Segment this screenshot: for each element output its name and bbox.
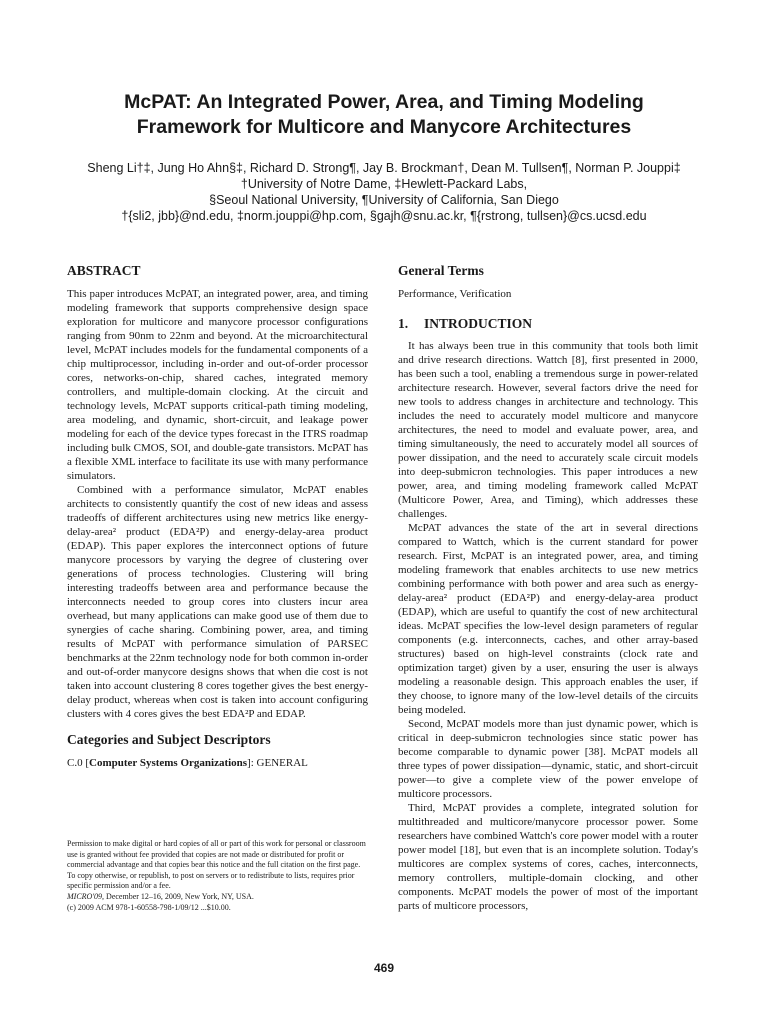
intro-paragraph-2: McPAT advances the state of the art in several directions compared to Wattch, which is the current standard for power research. First, McPAT is an integrated power, area, and timing modeling framework that enables architects to use new metrics combining performance with both power and area such as energy-delay-area² product (EDA²P) and energy-delay-area product (EDAP), which are useful to quantify the cost of new architectural ideas. McPAT specifies the low-level design parameters of regular components (e.g. interconnects, caches, and other array-based structures) based on high-level constraints (clock rate and optimization target) given by a user, ensuring the user is always modeling a reasonable design. This approach enables the user, if they choose, to ignore many of the low-level details of the circuits being modeled. [398, 522, 698, 716]
section-number: 1. [398, 316, 409, 331]
intro-paragraph-4: Third, McPAT provides a complete, integrated solution for multithreaded and multicore/manycore processor power. Some researchers have combined Wattch's core power model with a router power model [18], but even that is an incomplete solution. Today's multicores are complex systems of cores, caches, interconnects, memory controllers, multiple-domain clocking, and other components. McPAT models the power of most of the important parts of multicore processors, [398, 802, 698, 912]
page-number: 469 [373, 961, 395, 975]
introduction-heading [398, 315, 698, 333]
general-terms-heading: General Terms [398, 263, 484, 278]
authors-line: Sheng Li†‡, Jung Ho Ahn§‡, Richard D. Strong¶, Jay B. Brockman†, Dean M. Tullsen¶, Norman P. Jouppi‡ [87, 161, 681, 175]
categories-name: Computer Systems Organizations [89, 757, 248, 769]
categories-code: C.0 [ [67, 757, 89, 769]
categories-suffix: ]: GENERAL [247, 757, 308, 769]
author-block [40, 160, 728, 224]
affiliation-line-2: §Seoul National University, ¶University of California, San Diego [209, 193, 559, 207]
categories-text [67, 756, 368, 770]
venue-name: MICRO'09, [67, 891, 105, 901]
affiliation-line-1: †University of Notre Dame, ‡Hewlett-Packard Labs, [240, 177, 528, 191]
paper-title [40, 90, 728, 140]
left-column [67, 262, 368, 770]
emails-line: †{sli2, jbb}@nd.edu, ‡norm.jouppi@hp.com, §gajh@snu.ac.kr, ¶{rstrong, tullsen}@cs.ucsd.edu [121, 209, 647, 223]
general-terms-text: Performance, Verification [398, 288, 512, 300]
intro-paragraph-3: Second, McPAT models more than just dynamic power, which is critical in deep-submicron technologies since static power has become comparable to dynamic power [38]. McPAT models all three types of power dissipation—dynamic, static, and short-circuit power—to give a complete view of the power envelope of multicore processors. [398, 718, 698, 800]
permission-footnote [67, 839, 367, 913]
right-column [398, 262, 698, 913]
paper-title-line2: Framework for Multicore and Manycore Architectures [136, 116, 632, 138]
abstract-paragraph-2: Combined with a performance simulator, McPAT enables architects to consistently quantify the cost of new ideas and assess tradeoffs of different architectures using new metrics like energy-delay-area² product (EDA²P) and energy-delay-area product (EDAP). This paper explores the interconnect options of future manycore processors by varying the degree of clustering over generations of process technologies. Clustering will bring interesting tradeoffs between area and performance because the interconnects needed to group cores into clusters incur area overhead, but many applications can make good use of them due to synergies of cache sharing. Combining power, area, and timing results of McPAT with performance simulation of PARSEC benchmarks at the 22nm technology node for both common in-order and out-of-order manycore designs shows that when die cost is not taken into account clustering 8 cores together gives the best energy-delay product, whereas when cost is taken into account configuring clusters with 4 cores gives the best EDA²P and EDAP. [67, 484, 368, 720]
venue-line [67, 892, 367, 903]
section-title: INTRODUCTION [424, 316, 533, 331]
venue-details: December 12–16, 2009, New York, NY, USA. [104, 891, 254, 901]
copyright-line: (c) 2009 ACM 978-1-60558-798-1/09/12 ...$10.00. [67, 902, 231, 912]
abstract-paragraph-1: This paper introduces McPAT, an integrated power, area, and timing modeling framework that supports comprehensive design space exploration for multicore and manycore processor configurations ranging from 90nm to 22nm and beyond. At the microarchitectural level, McPAT includes models for the fundamental components of a chip multiprocessor, including in-order and out-of-order processor cores, networks-on-chip, shared caches, integrated memory controllers, and multiple-domain clocking. At the circuit and technology levels, McPAT supports critical-path timing modeling, area modeling, and dynamic, short-circuit, and leakage power modeling for each of the device types forecast in the ITRS roadmap including bulk CMOS, SOI, and double-gate transistors. McPAT has a flexible XML interface to facilitate its use with many performance simulators. [67, 288, 368, 482]
abstract-heading: ABSTRACT [67, 263, 141, 278]
paper-title-line1: McPAT: An Integrated Power, Area, and Timing Modeling [124, 91, 644, 113]
categories-heading: Categories and Subject Descriptors [67, 732, 271, 747]
intro-paragraph-1: It has always been true in this community that tools both limit and drive research directions. Wattch [8], first presented in 2000, has been such a tool, enabling a tremendous surge in power-related architecture research. However, several factors drive the need for new tools to address changes in architecture and technology. This includes the need to accurately model multicore and manycore architectures, the need to model and evaluate power, area, and timing simultaneously, the need to accurately model all sources of power dissipation, and the need to accurately scale circuit models into deep-submicron technologies. This paper introduces a new power, area, and timing modeling framework called McPAT (Multicore Power, Area, and Timing), which addresses these challenges. [398, 340, 698, 520]
permission-text: Permission to make digital or hard copies of all or part of this work for personal or classroom use is granted without fee provided that copies are not made or distributed for profit or commercial advantage and that copies bear this notice and the full citation on the first page. To copy otherwise, or republish, to post on servers or to redistribute to lists, requires prior specific permission and/or a fee. [67, 839, 366, 891]
